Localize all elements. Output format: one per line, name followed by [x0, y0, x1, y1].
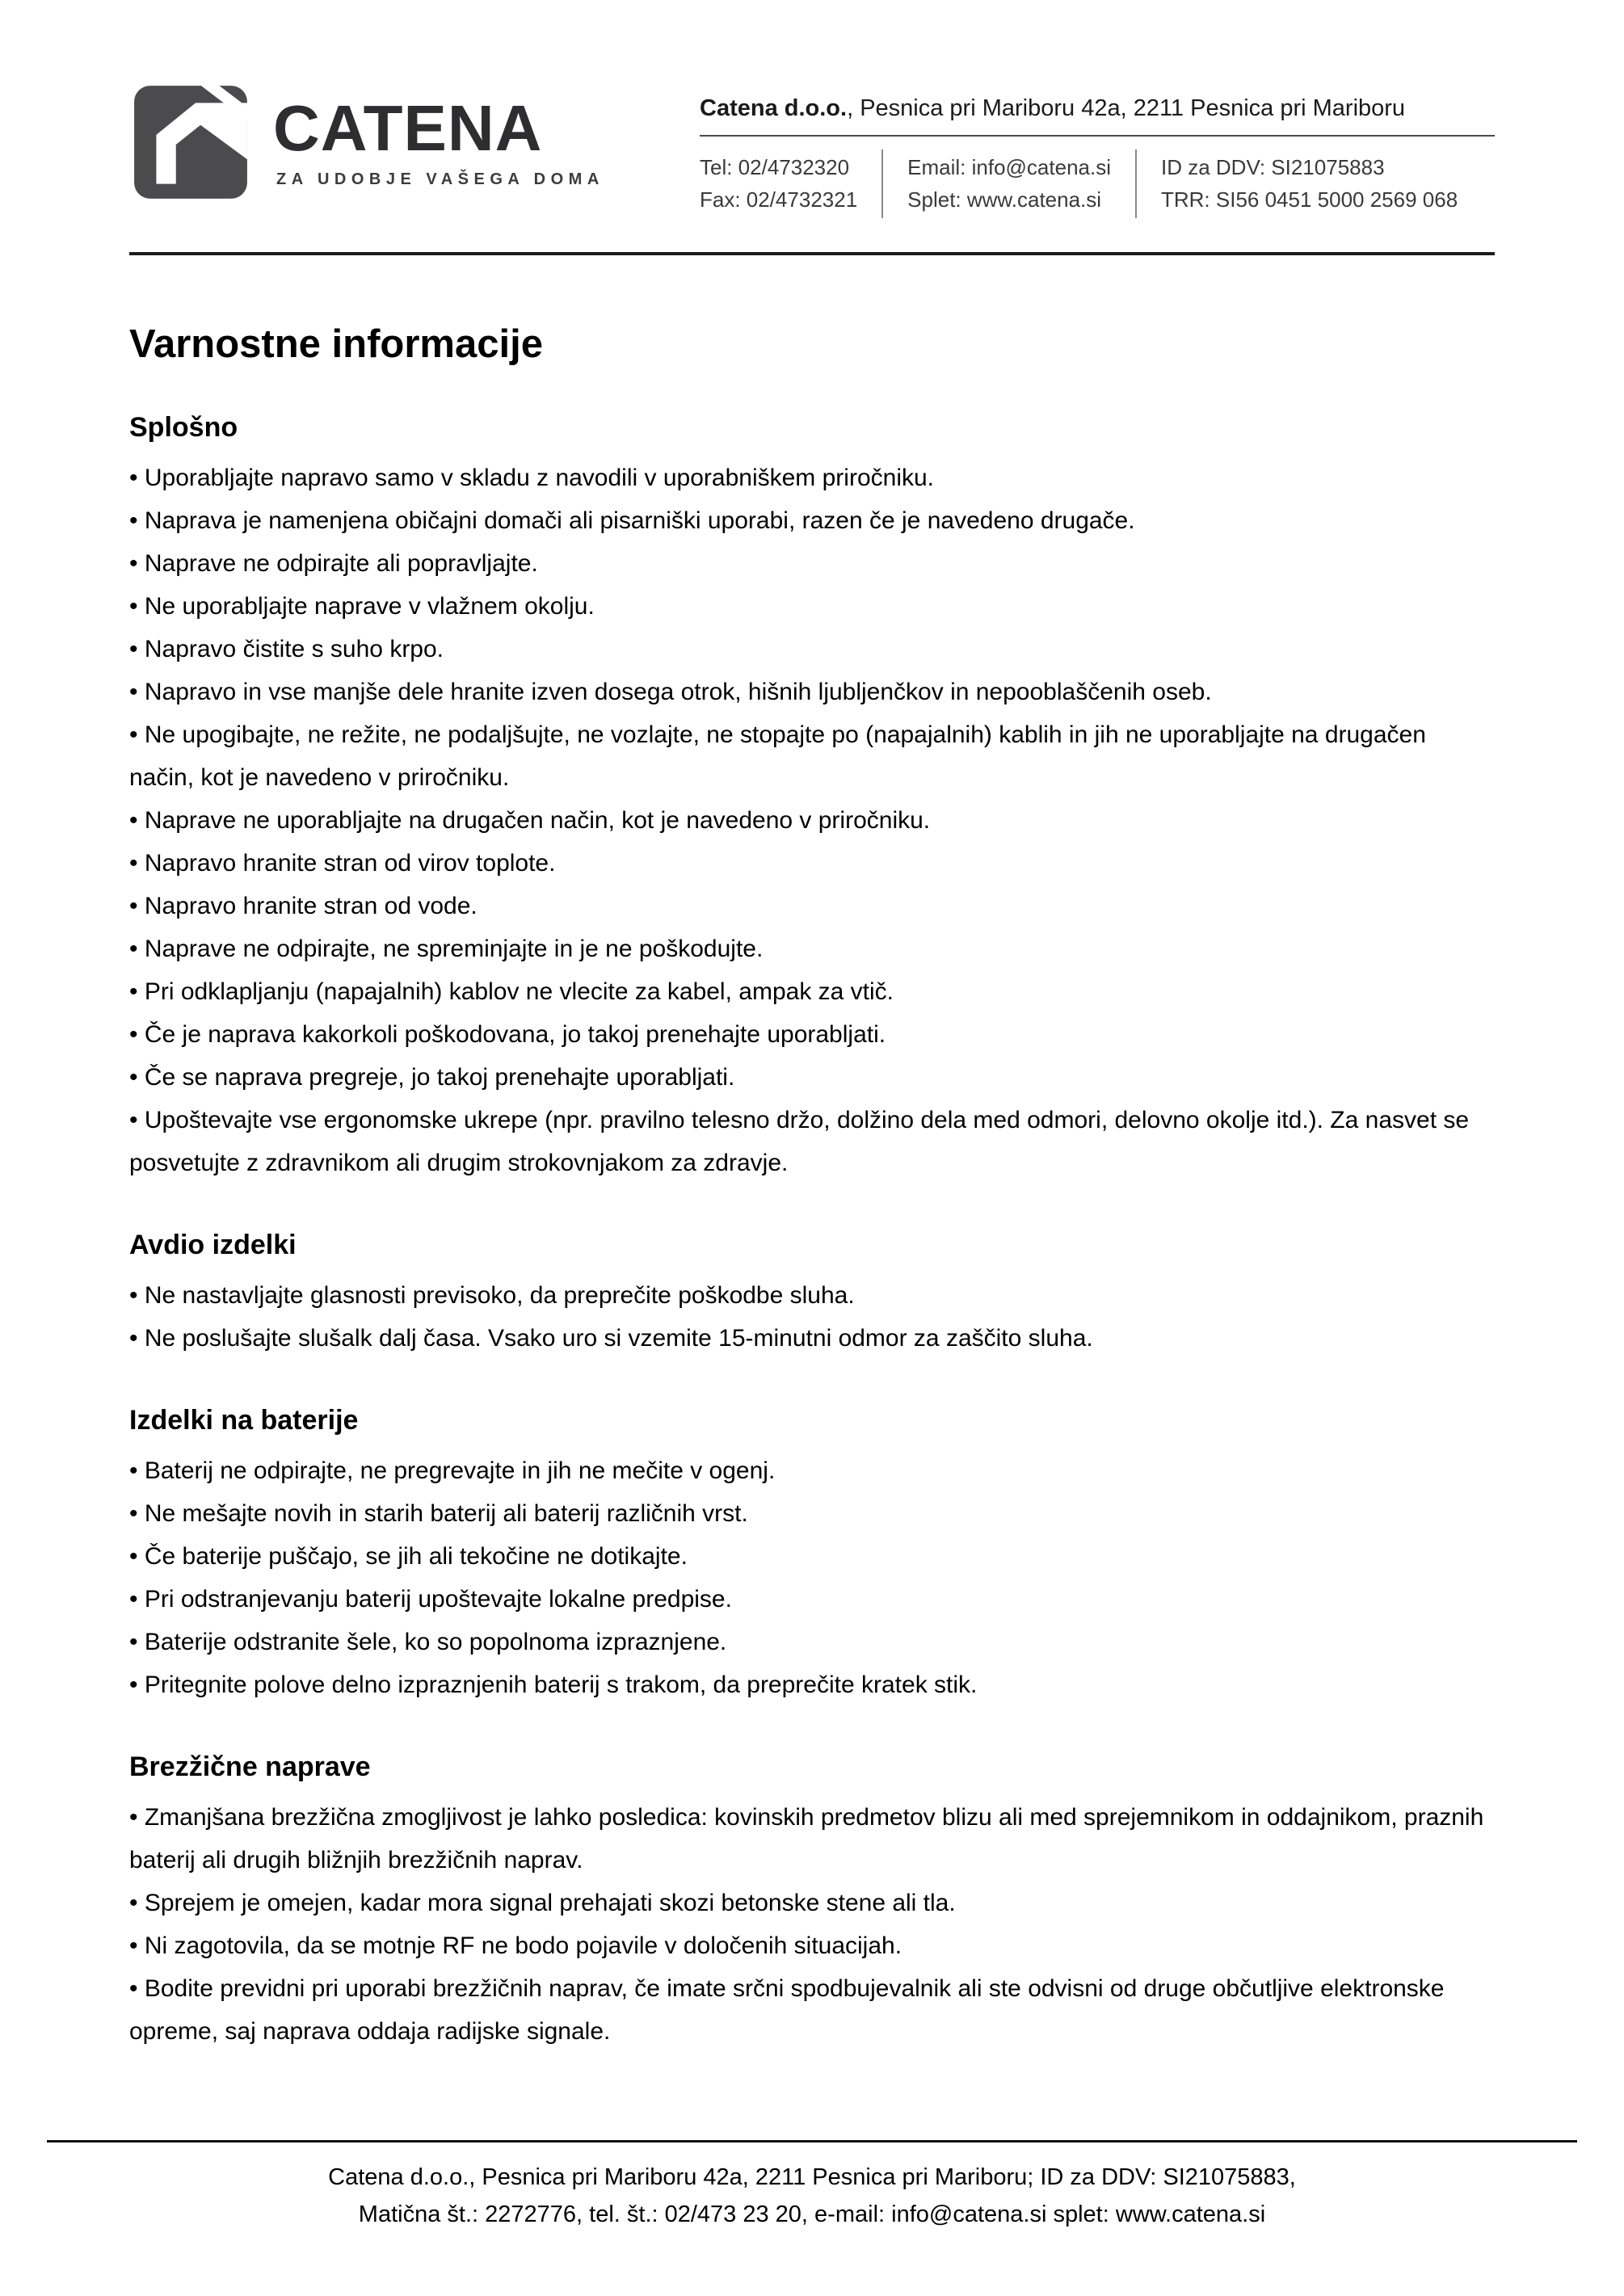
bullet-item: • Naprave ne uporabljajte na drugačen način, kot je navedeno v priročniku. — [129, 799, 1495, 842]
contact-column-phone — [700, 149, 881, 218]
bullet-item: • Baterije odstranite šele, ko so popolnoma izpraznjene. — [129, 1621, 1495, 1663]
company-logo — [129, 81, 630, 204]
footer-line-1: Catena d.o.o., Pesnica pri Mariboru 42a, 2211 Pesnica pri Mariboru; ID za DDV: SI21075883, — [328, 2164, 1296, 2190]
bullet-item: • Upoštevajte vse ergonomske ukrepe (npr. pravilno telesno držo, dolžino dela med odmori, delovno okolje itd.). Za nasvet se posvetujte z zdravnikom ali drugim strokovnjakom za zdravje. — [129, 1099, 1495, 1184]
company-name: Catena d.o.o. — [700, 95, 848, 121]
bullet-item: • Napravo in vse manjše dele hranite izven dosega otrok, hišnih ljubljenčkov in nepooblaščenih oseb. — [129, 671, 1495, 713]
company-contact-grid — [700, 137, 1495, 218]
bullet-item: • Pritegnite polove delno izpraznjenih baterij s trakom, da preprečite kratek stik. — [129, 1663, 1495, 1706]
company-address-line — [700, 95, 1495, 137]
company-address: , Pesnica pri Mariboru 42a, 2211 Pesnica pri Mariboru — [847, 95, 1406, 121]
bullet-item: • Zmanjšana brezžična zmogljivost je lahko posledica: kovinskih predmetov blizu ali med sprejemnikom in oddajnikom, praznih baterij ali drugih bližnjih brezžičnih naprav. — [129, 1796, 1495, 1882]
bullet-item: • Pri odklapljanju (napajalnih) kablov ne vlecite za kabel, ampak za vtič. — [129, 970, 1495, 1013]
catena-house-logo-icon — [129, 81, 252, 204]
bullet-item: • Ne upogibajte, ne režite, ne podaljšujte, ne vozlajte, ne stopajte po (napajalnih) kablih in jih ne uporabljajte na drugačen način, kot je navedeno v priročniku. — [129, 713, 1495, 799]
contact-column-ids — [1135, 149, 1482, 218]
contact-tel: Tel: 02/4732320 — [700, 155, 850, 179]
bullet-list — [129, 456, 1495, 1184]
contact-bank-account: TRR: SI56 0451 5000 2569 068 — [1161, 187, 1458, 212]
bullet-item: • Naprava je namenjena običajni domači ali pisarniški uporabi, razen če je navedeno drugače. — [129, 499, 1495, 542]
page-title: Varnostne informacije — [129, 322, 543, 366]
bullet-item: • Če baterije puščajo, se jih ali tekočine ne dotikajte. — [129, 1535, 1495, 1578]
bullet-item: • Ne poslušajte slušalk dalj časa. Vsako uro si vzemite 15-minutni odmor za zaščito sluha. — [129, 1317, 1495, 1360]
logo-wordmark: CATENA — [273, 91, 543, 164]
contact-fax: Fax: 02/4732321 — [700, 187, 858, 212]
bullet-item: • Sprejem je omejen, kadar mora signal prehajati skozi betonske stene ali tla. — [129, 1882, 1495, 1924]
bullet-item: • Ne uporabljajte naprave v vlažnem okolju. — [129, 585, 1495, 628]
bullet-list — [129, 1274, 1495, 1360]
contact-website: Splet: www.catena.si — [907, 187, 1102, 212]
bullet-item: • Pri odstranjevanju baterij upoštevajte lokalne predpise. — [129, 1578, 1495, 1621]
contact-vat-id: ID za DDV: SI21075883 — [1161, 155, 1385, 179]
footer-line-2: Matična št.: 2272776, tel. št.: 02/473 23 20, e-mail: info@catena.si splet: www.catena.si — [358, 2201, 1266, 2227]
footer-text — [129, 2143, 1495, 2233]
header-divider — [129, 252, 1495, 255]
bullet-item: • Baterij ne odpirajte, ne pregrevajte in jih ne mečite v ogenj. — [129, 1449, 1495, 1492]
logo-text — [273, 91, 604, 189]
company-info — [700, 95, 1495, 218]
contact-email: Email: info@catena.si — [907, 155, 1111, 179]
section-heading: Brezžične naprave — [129, 1751, 371, 1782]
bullet-item: • Ne nastavljajte glasnosti previsoko, da preprečite poškodbe sluha. — [129, 1274, 1495, 1317]
bullet-item: • Uporabljajte napravo samo v skladu z navodili v uporabniškem priročniku. — [129, 456, 1495, 499]
bullet-item: • Napravo hranite stran od virov toplote. — [129, 842, 1495, 885]
header — [129, 81, 1495, 218]
sections — [129, 367, 1495, 2053]
bullet-list — [129, 1796, 1495, 2053]
section-heading: Splošno — [129, 411, 238, 443]
bullet-item: • Napravo čistite s suho krpo. — [129, 628, 1495, 671]
logo-tagline: ZA UDOBJE VAŠEGA DOMA — [276, 170, 604, 188]
bullet-item: • Bodite previdni pri uporabi brezžičnih naprav, če imate srčni spodbujevalnik ali ste odvisni od druge občutljive elektronske opreme, saj naprava oddaja radijske signale. — [129, 1967, 1495, 2053]
bullet-item: • Naprave ne odpirajte ali popravljajte. — [129, 542, 1495, 585]
contact-column-web — [881, 149, 1135, 218]
bullet-item: • Napravo hranite stran od vode. — [129, 885, 1495, 927]
bullet-item: • Če se naprava pregreje, jo takoj prenehajte uporabljati. — [129, 1056, 1495, 1099]
footer — [129, 2140, 1495, 2233]
section-heading: Izdelki na baterije — [129, 1404, 359, 1436]
bullet-item: • Naprave ne odpirajte, ne spreminjajte in je ne poškodujte. — [129, 927, 1495, 970]
bullet-item: • Ne mešajte novih in starih baterij ali baterij različnih vrst. — [129, 1492, 1495, 1535]
bullet-item: • Če je naprava kakorkoli poškodovana, jo takoj prenehajte uporabljati. — [129, 1013, 1495, 1056]
bullet-item: • Ni zagotovila, da se motnje RF ne bodo pojavile v določenih situacijah. — [129, 1924, 1495, 1967]
section-heading: Avdio izdelki — [129, 1229, 297, 1260]
bullet-list — [129, 1449, 1495, 1706]
